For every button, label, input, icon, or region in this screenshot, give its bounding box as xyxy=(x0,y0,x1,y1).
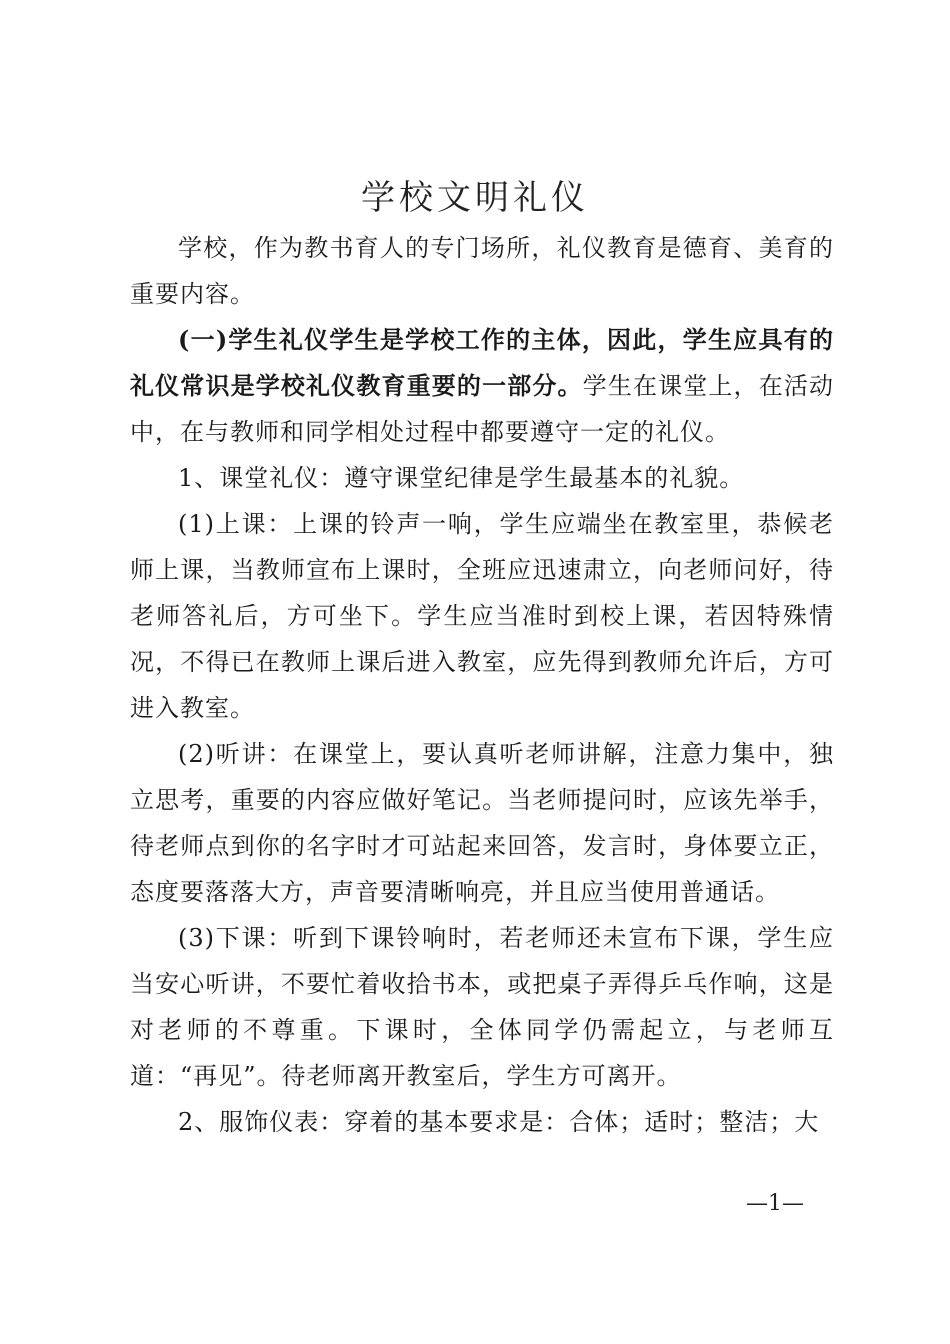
paragraph-listening: (2)听讲：在课堂上，要认真听老师讲解，注意力集中，独立思考，重要的内容应做好笔记。当老师提问时，应该先举手，待老师点到你的名字时才可站起来回答，发言时，身体要立正，态度要落落大方，声音要清晰响亮，并且应当使用普通话。 xyxy=(130,740,834,906)
paragraph-intro: 学校，作为教书育人的专门场所，礼仪教育是德育、美育的重要内容。 xyxy=(130,234,834,308)
document-body xyxy=(130,225,834,1145)
paragraph-student-etiquette-rest: 学生在课堂上，在活动中，在与教师和同学相处过程中都要遵守一定的礼仪。 xyxy=(130,372,835,446)
document-title: 学校文明礼仪 xyxy=(361,178,589,218)
paragraph-dress-appearance: 2、服饰仪表：穿着的基本要求是：合体；适时；整洁；大 xyxy=(178,1108,820,1136)
paragraph-student-etiquette xyxy=(130,317,834,455)
paragraph-attending-class: (1)上课：上课的铃声一响，学生应端坐在教室里，恭候老师上课，当教师宣布上课时，全班应迅速肃立，向老师问好，待老师答礼后，方可坐下。学生应当准时到校上课，若因特殊情况，不得已在教师上课后进入教室，应先得到教师允许后，方可进入教室。 xyxy=(130,510,834,722)
paragraph-dismissal: (3)下课：听到下课铃响时，若老师还未宣布下课，学生应当安心听讲，不要忙着收拾书本，或把桌子弄得乒乓作响，这是对老师的不尊重。下课时，全体同学仍需起立，与老师互道：“再见”。待老师离开教室后，学生方可离开。 xyxy=(130,924,834,1090)
paragraph-classroom-etiquette: 1、课堂礼仪：遵守课堂纪律是学生最基本的礼貌。 xyxy=(178,464,745,492)
section-heading-student-etiquette: (一)学生礼仪学生是学校工作的主体，因此，学生应具有的礼仪常识是学校礼仪教育重要的一部分。 xyxy=(130,325,834,400)
page-number: —1— xyxy=(746,1191,804,1216)
